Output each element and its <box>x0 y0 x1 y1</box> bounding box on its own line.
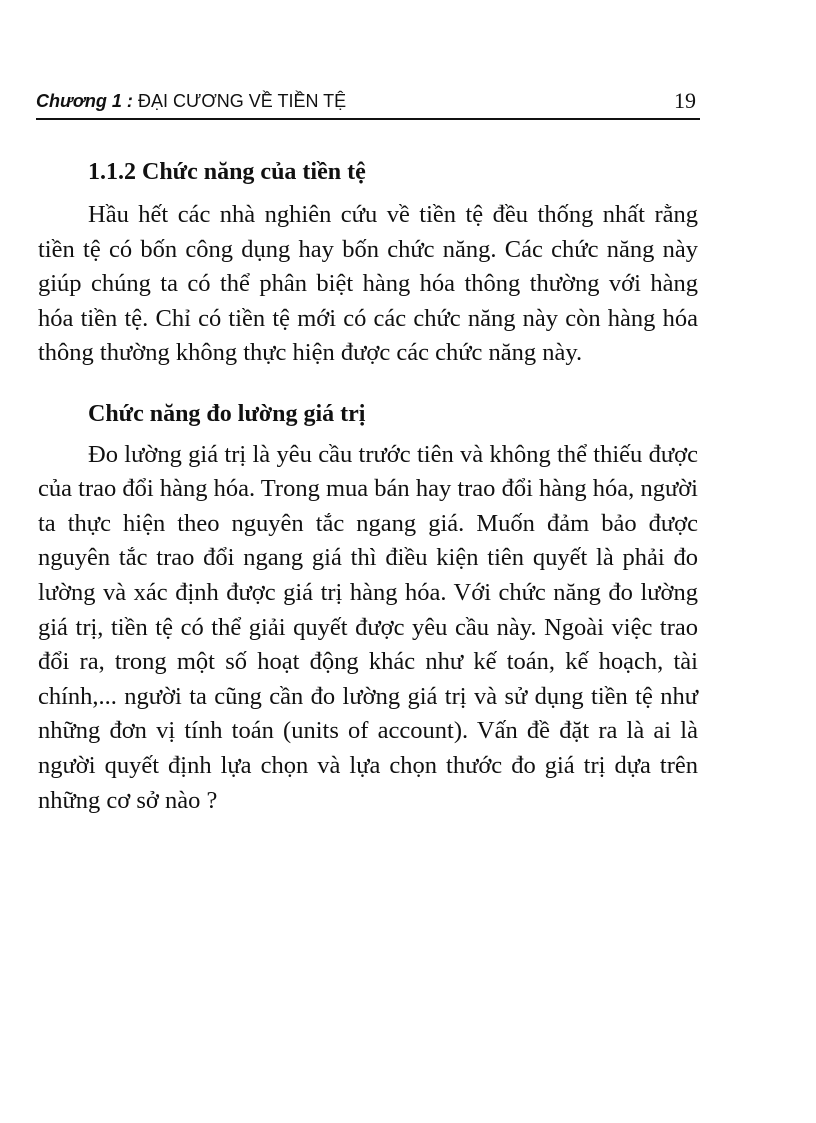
page-number: 19 <box>674 88 696 113</box>
chapter-label: Chương 1 : <box>36 91 133 111</box>
running-header <box>36 88 700 120</box>
subheading-measure-of-value: Chức năng đo lường giá trị <box>88 400 366 427</box>
section-title: 1.1.2 Chức năng của tiền tệ <box>88 159 366 185</box>
chapter-title: ĐẠI CƯƠNG VỀ TIỀN TỆ <box>137 91 347 111</box>
paragraph-intro: Hầu hết các nhà nghiên cứu về tiền tệ đều thống nhất rằng tiền tệ có bốn công dụng hay bốn chức năng. Các chức năng này giúp chúng ta có thể phân biệt hàng hóa thông thường với hàng hóa tiền tệ. Chỉ có tiền tệ mới có các chức năng này còn hàng hóa thông thường không thực hiện được các chức năng này. <box>38 201 698 367</box>
paragraph-measure-of-value: Đo lường giá trị là yêu cầu trước tiên và không thể thiếu được của trao đổi hàng hóa. Trong mua bán hay trao đổi hàng hóa, người ta thực hiện theo nguyên tắc ngang giá. Muốn đảm bảo được nguyên tắc trao đổi ngang giá thì điều kiện tiên quyết là phải đo lường và xác định được giá trị hàng hóa. Với chức năng đo lường giá trị, tiền tệ có thể giải quyết được yêu cầu này. Ngoài việc trao đổi ra, trong một số hoạt động khác như kế toán, kế hoạch, tài chính,... người ta cũng cần đo lường giá trị và sử dụng tiền tệ như những đơn vị tính toán (units of account). Vấn đề đặt ra là ai là người quyết định lựa chọn và lựa chọn thước đo giá trị dựa trên những cơ sở nào ? <box>38 440 698 814</box>
body-text <box>38 150 698 818</box>
